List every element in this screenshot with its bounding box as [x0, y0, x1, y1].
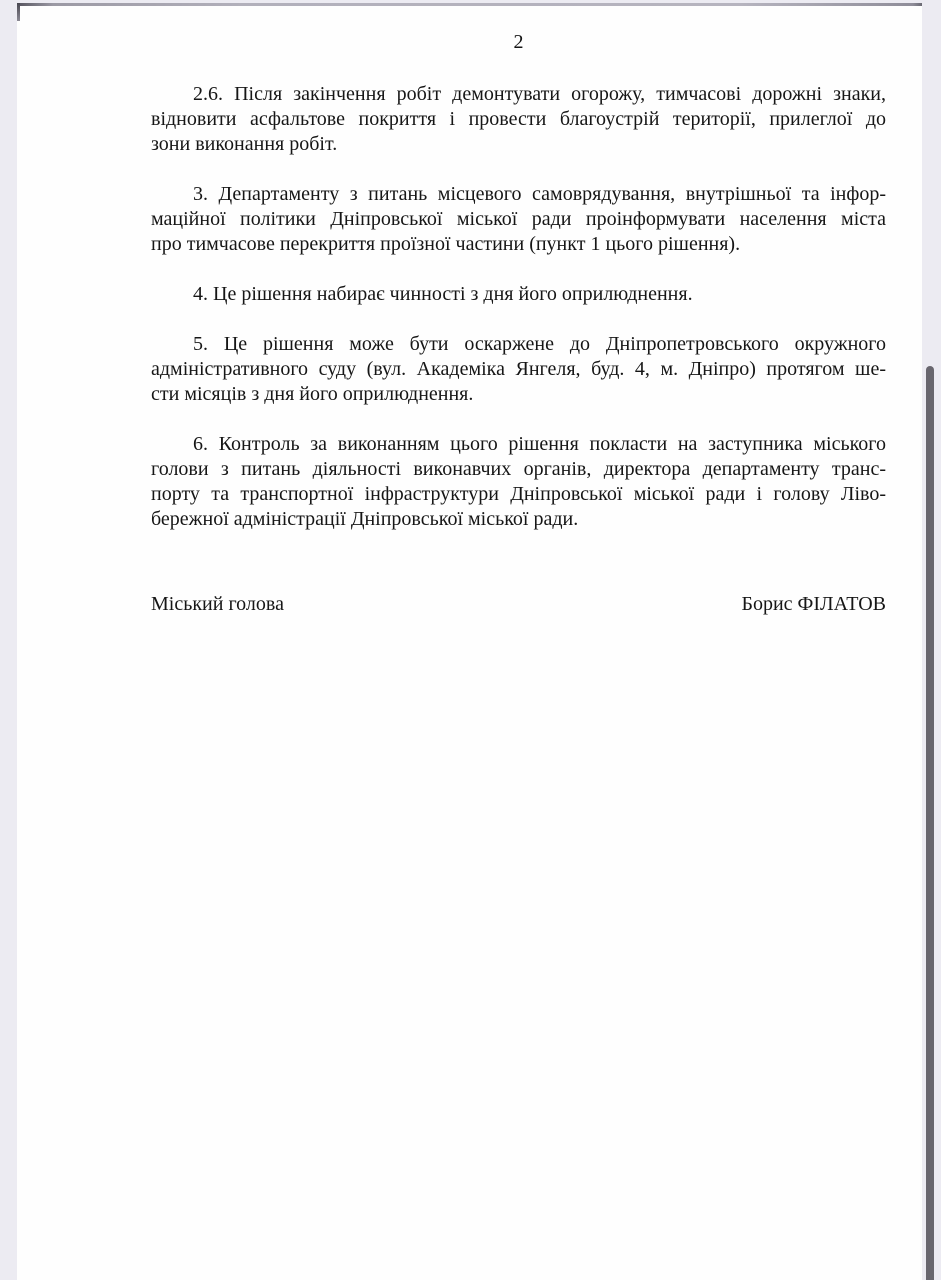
text-line: порту та транспортної інфраструктури Дніпровської міської ради і голову Ліво-	[151, 483, 886, 505]
text-line: 2.6. Після закінчення робіт демонтувати огорожу, тимчасові дорожні знаки,	[193, 83, 886, 105]
document-page	[17, 3, 922, 1280]
text-line: зони виконання робіт.	[151, 133, 338, 155]
signature-row	[151, 592, 886, 617]
paragraph	[151, 332, 886, 407]
text-line: 5. Це рішення може бути оскаржене до Дніпропетровського окружного	[193, 333, 886, 355]
page-corner-mark	[17, 3, 20, 21]
text-line: 3. Департаменту з питань місцевого самоврядування, внутрішньої та інфор-	[193, 183, 886, 205]
text-line: 6. Контроль за виконанням цього рішення покласти на заступника міського	[193, 433, 886, 455]
scrollbar-thumb[interactable]	[926, 366, 934, 1280]
text-line: сти місяців з дня його оприлюднення.	[151, 383, 474, 405]
text-line: відновити асфальтове покриття і провести благоустрій території, прилеглої до	[151, 108, 886, 130]
paragraph	[151, 82, 886, 157]
text-line: голови з питань діяльності виконавчих органів, директора департаменту транс-	[151, 458, 886, 480]
page-content	[151, 3, 886, 617]
signature-name: Борис ФІЛАТОВ	[741, 593, 886, 615]
text-line: адміністративного суду (вул. Академіка Янгеля, буд. 4, м. Дніпро) протягом ше-	[151, 358, 886, 380]
paragraph	[151, 432, 886, 532]
text-line: про тимчасове перекриття проїзної частини (пункт 1 цього рішення).	[151, 233, 741, 255]
text-line: 4. Це рішення набирає чинності з дня його оприлюднення.	[193, 283, 693, 305]
page-number: 2	[513, 31, 524, 53]
document-body	[151, 82, 886, 532]
text-line: маційної політики Дніпровської міської ради проінформувати населення міста	[151, 208, 886, 230]
text-line: бережної адміністрації Дніпровської міської ради.	[151, 508, 579, 530]
paragraph	[151, 282, 886, 307]
paragraph	[151, 182, 886, 257]
signature-title: Міський голова	[151, 593, 284, 615]
